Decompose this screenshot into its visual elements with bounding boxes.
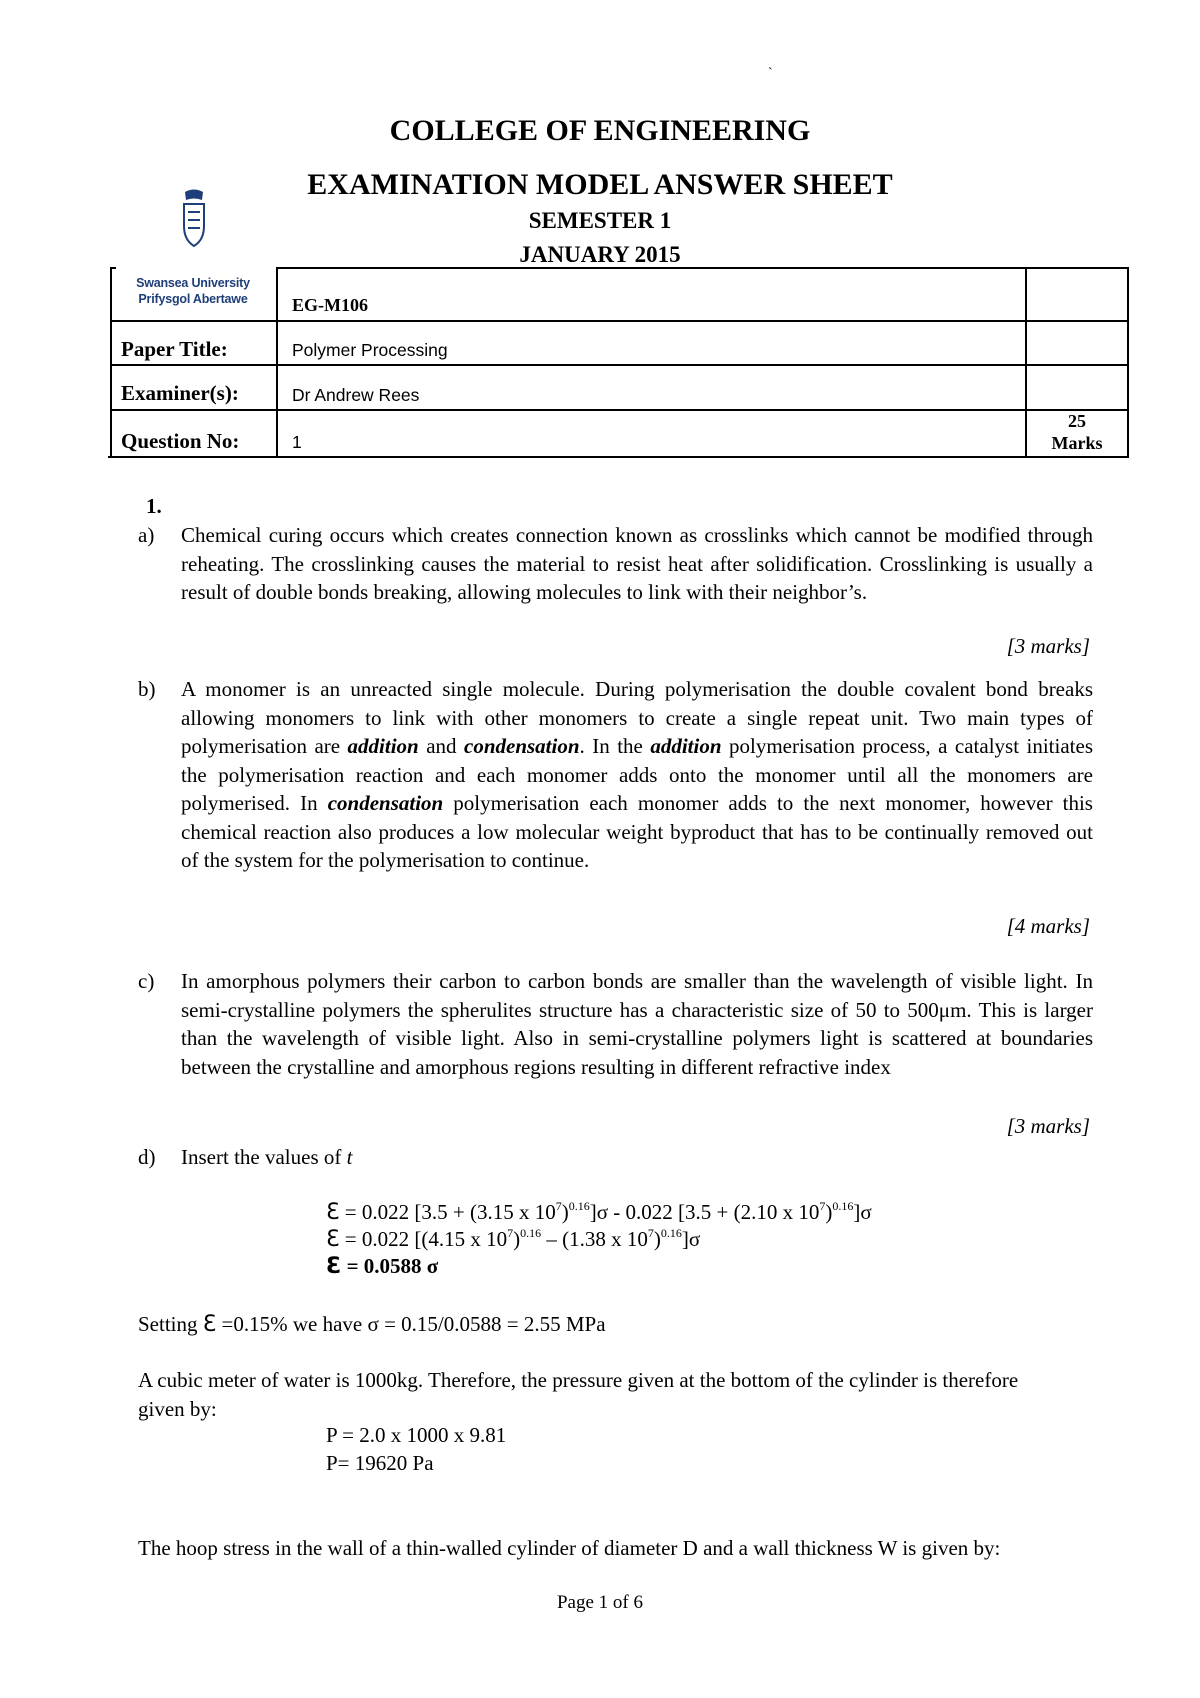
equation-1: Ɛ = 0.022 [3.5 + (3.15 x $10^7)^{0.16}]\sigma - 0.022$ [3.5 + (2.10 x $10^7)^{0.16}]\sigma$ — [326, 1199, 872, 1225]
examiner-label: Examiner(s): — [121, 381, 239, 405]
part-d-label: d) — [138, 1145, 156, 1169]
college-heading: COLLEGE OF ENGINEERING — [389, 114, 811, 147]
crest-icon — [180, 188, 208, 248]
question-label: Question No: — [121, 429, 240, 453]
table-corner-mark-top — [110, 267, 116, 269]
part-c-label: c) — [138, 969, 155, 993]
page-number: Page 1 of 6 — [556, 1592, 643, 1613]
setting-line: Setting Ɛ =0.15% we have σ = 0.15/0.0588 = 2.55 MPa — [138, 1312, 606, 1337]
table-border-right — [1127, 267, 1129, 457]
part-d-text: Insert the values of t — [181, 1145, 353, 1169]
date-heading: JANUARY 2015 — [519, 242, 681, 267]
marks-value: 25 — [1068, 411, 1086, 431]
university-logo — [122, 188, 264, 320]
course-code: EG-M106 — [292, 295, 368, 315]
hoop-stress-text: The hoop stress in the wall of a thin-walled cylinder of diameter D and a wall thickness W is given by: — [138, 1536, 1001, 1560]
part-a-label: a) — [138, 523, 155, 547]
question-value: 1 — [292, 432, 302, 452]
part-b-text: A monomer is an unreacted single molecule. During polymerisation the double covalent bond breaks allowing monomers to link with other monomers to create a single repeat unit. Two main types of polymerisation are addition and condensation. In the addition polymerisation process, a catalyst initiates the polymerisation reaction and each monomer adds onto the monomer until all the monomers are polymerised. In condensation polymerisation each monomer adds to the next monomer, however this chemical reaction also produces a low molecular weight byproduct that has to be continually removed out of the system for the polymerisation to continue. — [181, 677, 1093, 872]
table-border-top — [276, 267, 1129, 269]
semester-heading: SEMESTER 1 — [528, 208, 672, 233]
table-divider-label — [276, 267, 278, 457]
table-row-line-2 — [110, 364, 1129, 366]
table-border-left — [110, 267, 112, 457]
table-corner-mark-mid — [110, 320, 116, 322]
table-border-bottom — [108, 456, 1129, 458]
paper-title-value: Polymer Processing — [292, 340, 448, 360]
sheet-title: EXAMINATION MODEL ANSWER SHEET — [307, 168, 893, 201]
part-c-text: In amorphous polymers their carbon to carbon bonds are smaller than the wavelength of visible light. In semi-crystalline polymers the spherulites structure has a characteristic size of 50 to 500μm. This is larger than the wavelength of visible light. Also in semi-crystalline polymers light is scattered at boundaries between the crystalline and amorphous regions resulting in different refractive index — [181, 969, 1093, 1079]
water-text: A cubic meter of water is 1000kg. Therefore, the pressure given at the bottom of the cylinder is therefore given by: — [138, 1368, 1019, 1421]
part-b-label: b) — [138, 677, 156, 701]
examiner-value: Dr Andrew Rees — [292, 385, 420, 405]
part-a-text: Chemical curing occurs which creates connection known as crosslinks which cannot be modified through reheating. The crosslinking causes the material to resist heat after solidification. Crosslinking is usually a result of double bonds breaking, allowing molecules to link with their neighbor’s. — [181, 523, 1093, 604]
pressure-equation-1: P = 2.0 x 1000 x 9.81 — [326, 1423, 507, 1447]
paper-title-label: Paper Title: — [121, 337, 228, 361]
part-a-marks: [3 marks] — [1006, 634, 1090, 658]
equation-3: Ɛ = 0.0588 σ — [326, 1254, 439, 1279]
logo-text-welsh: Prifysgol Abertawe — [138, 292, 248, 306]
answer-number: 1. — [146, 494, 162, 518]
marks-label: Marks — [1051, 433, 1103, 453]
pressure-equation-2: P= 19620 Pa — [326, 1451, 434, 1475]
part-b-marks: [4 marks] — [1006, 914, 1090, 938]
stray-mark: ` — [768, 66, 773, 81]
part-c-marks: [3 marks] — [1006, 1114, 1090, 1138]
table-row-line-3 — [110, 409, 1129, 411]
equation-2: Ɛ = 0.022 [(4.15 x $10^7)^{0.16} - (1.38$ x $10^7)^{0.16}]\sigma$ — [326, 1226, 701, 1252]
table-row-line-1 — [110, 320, 1129, 322]
logo-text-english: Swansea University — [136, 276, 250, 290]
